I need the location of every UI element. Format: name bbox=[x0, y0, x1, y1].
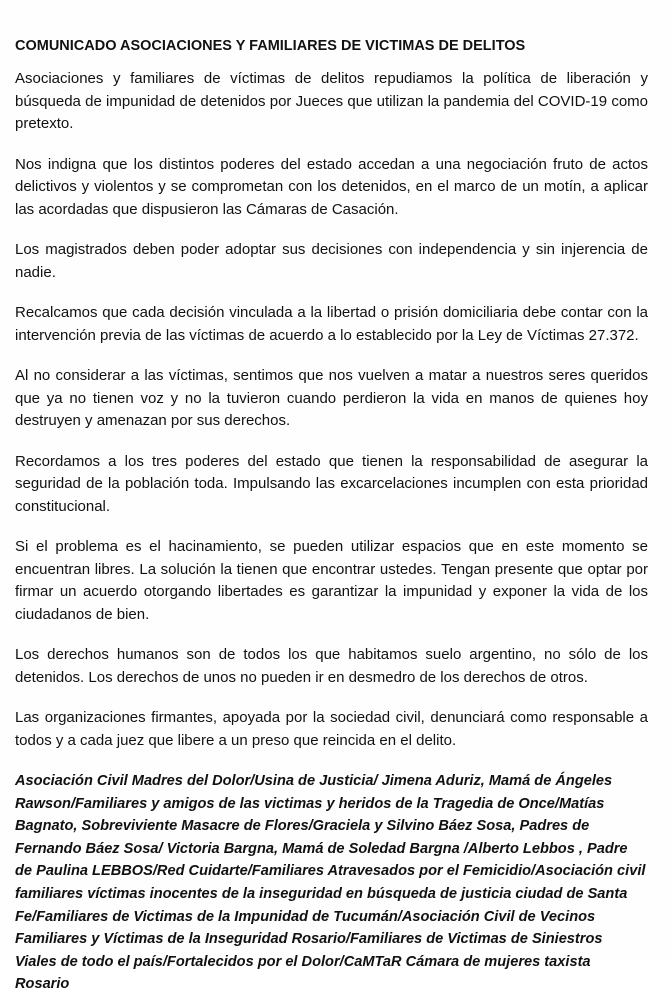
document-title: COMUNICADO ASOCIACIONES Y FAMILIARES DE VICTIMAS DE DELITOS bbox=[15, 38, 526, 54]
paragraph-2: Nos indigna que los distintos poderes del estado accedan a una negociación fruto de actos delictivos y violentos y se comprometan con los detenidos, en el marco de un motín, a aplicar las acordadas que dispusieron las Cámaras de Casación. bbox=[15, 155, 648, 218]
paragraph-5: Al no considerar a las víctimas, sentimos que nos vuelven a matar a nuestros seres queridos que ya no tienen voz y no la tuvieron cuando perdieron la vida en manos de quienes hoy destruyen y amenazan por sus derechos. bbox=[15, 367, 648, 429]
paragraph-8: Los derechos humanos son de todos los que habitamos suelo argentino, no sólo de los detenidos. Los derechos de unos no pueden ir en desmedro de los derechos de otros. bbox=[15, 646, 648, 686]
paragraph-3: Los magistrados deben poder adoptar sus decisiones con independencia y sin injerencia de nadie. bbox=[15, 241, 648, 281]
paragraph-9: Las organizaciones firmantes, apoyada por la sociedad civil, denunciará como responsable a todos y a cada juez que libere a un preso que reincida en el delito. bbox=[15, 709, 648, 749]
paragraph-6: Recordamos a los tres poderes del estado que tienen la responsabilidad de asegurar la seguridad de la población toda. Impulsando las excarcelaciones incumplen con esta prioridad constitucional. bbox=[15, 452, 648, 515]
paragraph-1: Asociaciones y familiares de víctimas de delitos repudiamos la política de liberación y búsqueda de impunidad de detenidos por Jueces que utilizan la pandemia del COVID-19 como pretexto. bbox=[15, 70, 648, 132]
signatories-list: Asociación Civil Madres del Dolor/Usina de Justicia/ Jimena Aduriz, Mamá de Ángeles Rawson/Familiares y amigos de las victimas y heridos de la Tragedia de Once/Matías Bagnato, Sobreviviente Masacre de Flores/Graciela y Silvino Báez Sosa, Padres de Fernando Báez Sosa/ Victoria Bargna, Mamá de Soledad Bargna /Alberto Lebbos , Padre de Paulina LEBBOS/Red Cuidarte/Familiares Atravesados por el Femicidio/Asociación civil familiares víctimas inocentes de la inseguridad en búsqueda de justicia ciudad de Santa Fe/Familiares de Victimas de la Impunidad de Tucumán/Asociación Civil de Vecinos Familiares y Víctimas de la Inseguridad Rosario/Familiares de Victimas de Siniestros Viales de todo el país/Fortalecidos por el Dolor/CaMTaR Cámara de mujeres taxista Rosario bbox=[15, 773, 646, 993]
paragraph-7: Si el problema es el hacinamiento, se pueden utilizar espacios que en este momento se encuentran libres. La solución la tienen que encontrar ustedes. Tengan presente que optar por firmar un acuerdo otorgando libertades es garantizar la impunidad y exponer la vida de los ciudadanos de bien. bbox=[15, 538, 648, 623]
paragraph-4: Recalcamos que cada decisión vinculada a la libertad o prisión domiciliaria debe contar con la intervención previa de las víctimas de acuerdo a lo establecido por la Ley de Víctimas 27.372. bbox=[15, 304, 648, 344]
